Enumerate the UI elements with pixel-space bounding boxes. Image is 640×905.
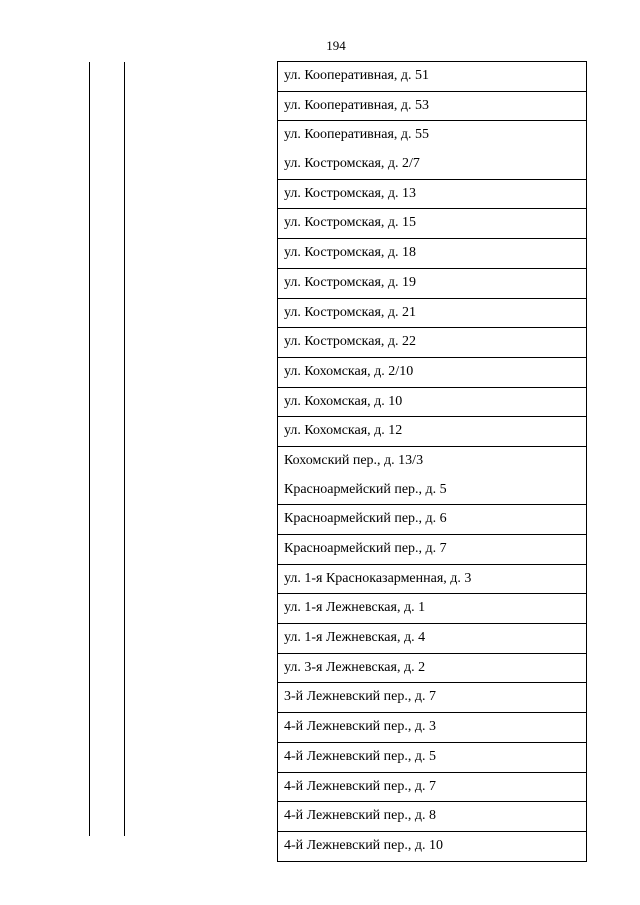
table-row xyxy=(278,179,586,209)
table-row xyxy=(278,801,586,831)
address-text: 4-й Лежневский пер., д. 10 xyxy=(284,837,444,853)
address-text: ул. Кохомская, д. 2/10 xyxy=(284,363,414,379)
table-row xyxy=(278,712,586,742)
address-text: ул. Костромская, д. 2/7 xyxy=(284,156,420,172)
table-row xyxy=(278,91,586,121)
address-text: Красноармейский пер., д. 7 xyxy=(284,541,447,556)
address-text: 4-й Лежневский пер., д. 5 xyxy=(284,748,437,764)
table-row xyxy=(278,298,586,328)
table-row xyxy=(278,120,586,178)
address-text: ул. Кохомская, д. 10 xyxy=(284,393,403,409)
address-text: ул. Кооперативная, д. 53 xyxy=(284,97,430,113)
address-text: ул. 1-я Красноказарменная, д. 3 xyxy=(284,570,472,586)
address-text: ул. 1-я Лежневская, д. 4 xyxy=(284,630,426,646)
address-text: 4-й Лежневский пер., д. 3 xyxy=(284,719,437,735)
page-number: 194 xyxy=(326,38,346,53)
address-text: Красноармейский пер., д. 6 xyxy=(284,511,447,527)
table-row xyxy=(278,387,586,417)
table-row xyxy=(278,446,586,504)
table-row xyxy=(278,268,586,298)
table-row xyxy=(278,416,586,446)
table-row xyxy=(278,742,586,772)
address-text: Красноармейский пер., д. 5 xyxy=(284,481,447,497)
table-row xyxy=(278,357,586,387)
address-text: 4-й Лежневский пер., д. 8 xyxy=(284,808,437,824)
address-text: ул. Костромская, д. 22 xyxy=(284,334,417,350)
address-text: ул. Костромская, д. 19 xyxy=(284,274,417,290)
table-row xyxy=(278,62,586,91)
table-row xyxy=(278,772,586,802)
address-text: ул. Костромская, д. 13 xyxy=(284,185,417,201)
table-row xyxy=(278,623,586,653)
address-text: ул. Кооперативная, д. 55 xyxy=(284,127,430,143)
address-text: 4-й Лежневский пер., д. 7 xyxy=(284,778,437,794)
address-text: ул. Костромская, д. 15 xyxy=(284,215,417,231)
address-table xyxy=(277,61,587,862)
address-text: ул. 3-я Лежневская, д. 2 xyxy=(284,659,426,675)
address-text: ул. Кохомская, д. 12 xyxy=(284,423,403,439)
table-row xyxy=(278,682,586,712)
table-row xyxy=(278,653,586,683)
table-row xyxy=(278,504,586,534)
table-row xyxy=(278,208,586,238)
table-row xyxy=(278,831,586,861)
address-text: ул. Костромская, д. 21 xyxy=(284,304,417,320)
table-row xyxy=(278,327,586,357)
table-column-border-middle xyxy=(124,62,125,836)
table-row xyxy=(278,534,586,564)
table-row xyxy=(278,564,586,594)
table-row xyxy=(278,238,586,268)
address-text: ул. 1-я Лежневская, д. 1 xyxy=(284,600,426,616)
address-text: ул. Кооперативная, д. 51 xyxy=(284,68,430,83)
address-text: Кохомский пер., д. 13/3 xyxy=(284,452,424,468)
table-column-border-left xyxy=(89,62,90,836)
address-text: 3-й Лежневский пер., д. 7 xyxy=(284,689,437,705)
address-text: ул. Костромская, д. 18 xyxy=(284,245,417,261)
table-row xyxy=(278,593,586,623)
